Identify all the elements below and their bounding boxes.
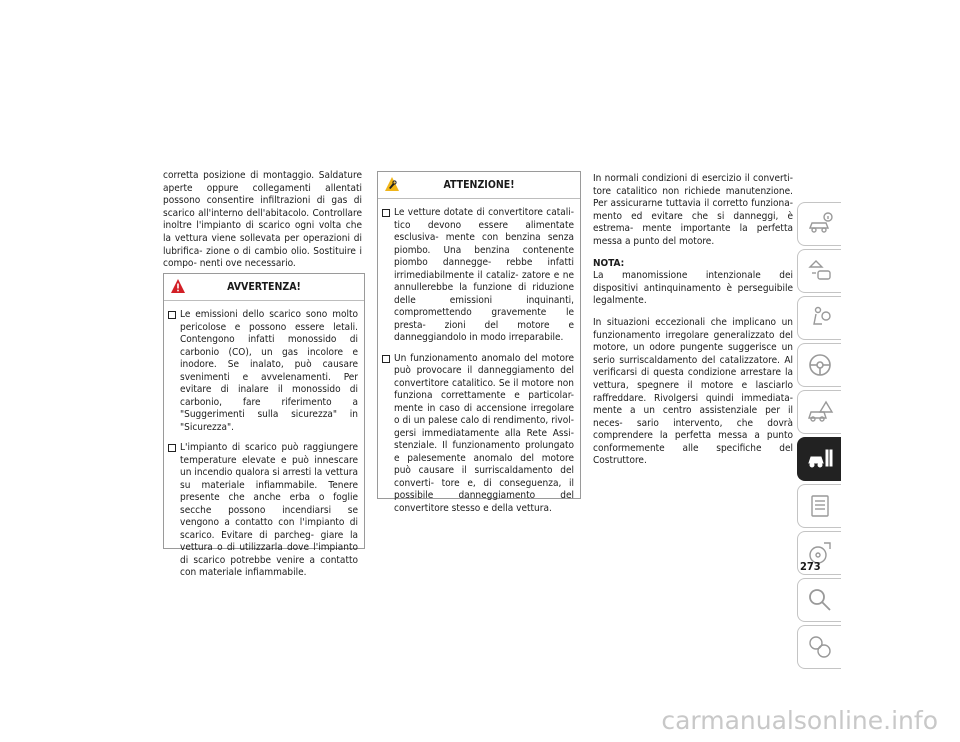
- tab-car-lights[interactable]: [797, 249, 841, 293]
- warning-item: Le emissioni dello scarico sono molto pericolose e possono essere letali. Contengono infatti monossido di carbonio (CO), un gas incolore e inodore. Se inalato, può causare svenimenti e avvelenamenti. Per evitare di inalare il monossido di carbonio, fare riferimento a "Suggerimenti sulla sicurezza" in "Sicurezza".: [168, 309, 358, 434]
- tab-steering-wheel[interactable]: [797, 343, 841, 387]
- magnifier-icon: [806, 586, 834, 614]
- converter-paragraph: In normali condizioni di esercizio il converti- tore catalitico non richiede manutenzione. Per assicurarne tuttavia il corretto funziona- mento ed evitare che si danneggi, è estrema- mente importante la perfetta messa a punto del motore.: [593, 173, 793, 247]
- caution-list: [378, 199, 580, 529]
- car-info-icon: [806, 210, 834, 238]
- tab-car-warning[interactable]: [797, 390, 841, 434]
- nota-label: NOTA:: [593, 257, 625, 269]
- steering-wheel-icon: [806, 351, 834, 379]
- warning-header: [164, 274, 364, 301]
- tab-languages[interactable]: [797, 625, 841, 669]
- caution-header: [378, 172, 580, 199]
- tab-magnifier[interactable]: [797, 578, 841, 622]
- car-warning-icon: [806, 398, 834, 426]
- intro-column: [163, 170, 362, 271]
- chapter-tabs: [797, 202, 841, 672]
- warning-item: L'impianto di scarico può raggiungere temperature elevate e può innescare un incendio qualora si arresti la vettura su materiale infiammabile. Tenere presente che anche erba o foglie secche possono incendiarsi se vengono a contatto con l'impianto di scarico. Evitare di parcheg- giare la vettura o di utilizzarla dove l'impianto di scarico potrebbe venire a contatto con materiale infiammabile.: [168, 442, 358, 580]
- nota-block: [593, 258, 793, 308]
- maintenance-checklist-icon: [806, 492, 834, 520]
- nota-text: La manomissione intenzionale dei dispositivi antinquinamento è perseguibile legalmente.: [593, 270, 793, 307]
- tab-maintenance-checklist[interactable]: [797, 484, 841, 528]
- warning-box: [163, 273, 365, 578]
- car-lights-icon: [806, 257, 834, 285]
- caution-item: Le vetture dotate di convertitore catali- tico devono essere alimentate esclusiva- mente con benzina senza piombo. Una benzina contenente piombo dannegge- rebbe infatti irrimediabilmente il cataliz- zatore e ne annullerebbe la funzione di riduzione delle emissioni inquinanti, compromettendo gravemente le presta- zioni del motore e danneggiandolo in modo irreparabile.: [382, 207, 574, 345]
- page-number: 273: [800, 560, 821, 573]
- warning-title: AVVERTENZA!: [227, 281, 301, 293]
- warning-list: [164, 301, 364, 594]
- airbag-seat-icon: [806, 304, 834, 332]
- tab-car-info[interactable]: [797, 202, 841, 246]
- watermark: carmanualsonline.info: [661, 706, 938, 735]
- caution-triangle-icon: [384, 176, 400, 192]
- caution-title: ATTENZIONE!: [443, 179, 515, 191]
- tab-car-service-tools[interactable]: [797, 437, 841, 481]
- caution-box: [377, 171, 581, 514]
- car-service-tools-icon: [806, 445, 834, 473]
- caution-item: Un funzionamento anomalo del motore può provocare il danneggiamento del convertitore catalitico. Se il motore non funziona correttamente e particolar- mente in caso di accensione irregolare o di un palese calo di rendimento, rivol- gersi immediatamente alla Rete Assi- stenziale. Il funzionamento prolungato e palesemente anomalo del motore può causare il surriscaldamento del converti- tore e, di conseguenza, il possibile danneggiamento del convertitore stesso e della vettura.: [382, 353, 574, 516]
- tab-airbag-seat[interactable]: [797, 296, 841, 340]
- overheat-paragraph: In situazioni eccezionali che implicano un funzionamento irregolare generalizzato del motore, un odore pungente suggerisce un serio surriscaldamento del catalizzatore. Al verificarsi di questa condizione arrestare la vettura, spegnere il motore e lasciarlo raffreddare. Rivolgersi quindi immediata- mente a un centro assistenziale per il neces- sario intervento, che dovrà comprendere la perfetta messa a punto conformemente alle specifiche del Costruttore.: [593, 316, 793, 467]
- right-column: [593, 173, 793, 468]
- languages-icon: [806, 633, 834, 661]
- warning-triangle-icon: [170, 278, 186, 294]
- intro-paragraph: corretta posizione di montaggio. Saldature aperte oppure collegamenti allentati possono consentire infiltrazioni di gas di scarico all'interno dell'abitacolo. Controllare inoltre l'impianto di scarico ogni volta che la vettura viene sollevata per operazioni di lubrifica- zione o di cambio olio. Sostituire i compo- nenti ove necessario.: [163, 170, 362, 270]
